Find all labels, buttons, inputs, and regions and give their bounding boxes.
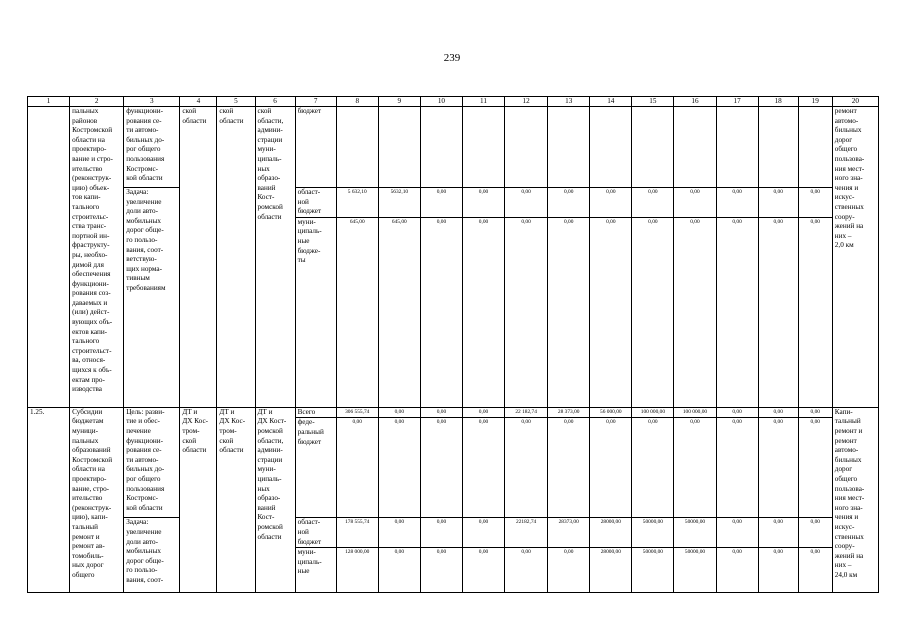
funding-source: област- ной бюджет [295,518,336,548]
amount-cell: 0,00 [548,188,590,218]
header-cell: 15 [632,97,674,107]
amount-cell: 0,00 [420,188,462,218]
table-row [28,407,879,418]
amount-cell: 0,00 [462,418,504,518]
amount-cell: 0,00 [505,548,548,593]
participant-cell: ской области, админи- страции муни- ципаль- ных образо- ваний Кост- ромской области [255,107,295,408]
amount-cell: 0,00 [462,217,504,407]
task-text: Задача: увеличение доли авто- мобильных дорог обще- го пользо- вания, соот- ветствую- щих норма- тивным требованиям [124,188,180,408]
amount-cell [590,107,632,188]
header-cell: 16 [674,97,716,107]
header-cell: 3 [124,97,180,107]
result-indicator: Капи- тальный ремонт и ремонт автомо- бильных дорог общего пользова- ния мест- ного зна- чения и искус- ственных соору- жений на них – 24,0 км [832,407,878,592]
amount-cell: 50000,00 [674,548,716,593]
amount-cell: 28000,00 [590,548,632,593]
amount-cell [798,107,832,188]
header-cell: 4 [180,97,217,107]
amount-cell: 0,00 [716,548,758,593]
executor-cell: ДТ и ДХ Кос- тром- ской области [180,407,217,592]
goal-text: Цель: разви- тие и обес- печение функциони- рования се- ти автомо- бильных до- рог общего пользования Костромс- кой области [124,407,180,518]
amount-cell: 100 000,00 [674,407,716,418]
participant-cell: ДТ и ДХ Кост- ромской области, админи- страции муни- ципаль- ных образо- ваний Кост- ромской области [255,407,295,592]
amount-cell: 0,00 [674,418,716,518]
amount-cell: 0,00 [632,418,674,518]
task-text: Задача: увеличение доли авто- мобильных дорог обще- го пользо- вания, соот- [124,518,180,593]
funding-source: муни- ципаль- ные [295,548,336,593]
amount-cell [505,107,548,188]
item-number: 1.25. [28,407,70,592]
amount-cell [632,107,674,188]
header-cell: 5 [217,97,255,107]
amount-cell: 0,00 [590,188,632,218]
amount-cell: 0,00 [758,418,798,518]
amount-cell: 0,00 [420,407,462,418]
amount-cell: 0,00 [798,518,832,548]
amount-cell: 0,00 [548,418,590,518]
amount-cell: 0,00 [420,418,462,518]
program-table [27,96,879,593]
amount-cell [716,107,758,188]
amount-cell: 0,00 [632,217,674,407]
funding-source: бюджет [295,107,336,188]
amount-cell [674,107,716,188]
header-cell: 14 [590,97,632,107]
header-cell: 13 [548,97,590,107]
amount-cell: 50000,00 [632,518,674,548]
funding-source: Всего [295,407,336,418]
amount-cell: 0,00 [716,217,758,407]
coexecutor-cell: ской области [217,107,255,408]
amount-cell [462,107,504,188]
amount-cell: 0,00 [716,407,758,418]
amount-cell: 22182,74 [505,518,548,548]
amount-cell: 0,00 [462,407,504,418]
amount-cell: 28000,00 [590,518,632,548]
header-cell: 9 [378,97,420,107]
amount-cell: 306 555,74 [336,407,378,418]
amount-cell: 0,00 [462,548,504,593]
header-cell: 2 [70,97,124,107]
amount-cell: 0,00 [798,407,832,418]
amount-cell: 0,00 [798,418,832,518]
amount-cell: 178 555,74 [336,518,378,548]
amount-cell: 0,00 [505,418,548,518]
amount-cell: 645,00 [336,217,378,407]
amount-cell: 0,00 [378,407,420,418]
amount-cell: 50000,00 [632,548,674,593]
amount-cell: 0,00 [505,188,548,218]
page-number: 239 [443,52,461,64]
amount-cell: 0,00 [758,548,798,593]
amount-cell: 0,00 [590,217,632,407]
amount-cell: 0,00 [378,518,420,548]
amount-cell: 0,00 [336,418,378,518]
amount-cell: 645,00 [378,217,420,407]
header-cell: 6 [255,97,295,107]
header-cell: 19 [798,97,832,107]
amount-cell: 0,00 [632,188,674,218]
coexecutor-cell: ДТ и ДХ Кос- тром- ской области [217,407,255,592]
amount-cell: 0,00 [548,217,590,407]
amount-cell: 0,00 [420,548,462,593]
result-indicator: ремонт автомо- бильных дорог общего пользова- ния мест- ного зна- чения и искус- ственных соору- жений на них – 2,0 км [832,107,878,408]
amount-cell: 0,00 [674,217,716,407]
amount-cell: 28 373,00 [548,407,590,418]
amount-cell [548,107,590,188]
amount-cell: 0,00 [548,548,590,593]
amount-cell: 100 000,00 [632,407,674,418]
amount-cell: 28373,00 [548,518,590,548]
amount-cell: 0,00 [420,518,462,548]
funding-source: област- ной бюджет [295,188,336,218]
amount-cell: 5 632,10 [336,188,378,218]
item-name: Субсидии бюджетам муници- пальных образований Костромской области на проектиро- вание, стро- ительство (реконструк- цию), капи- тальный ремонт и ремонт ав- томобиль- ных дорог общего [70,407,124,592]
amount-cell: 22 182,74 [505,407,548,418]
amount-cell: 0,00 [716,518,758,548]
header-cell: 18 [758,97,798,107]
amount-cell: 0,00 [420,217,462,407]
amount-cell: 5632,10 [378,188,420,218]
amount-cell: 0,00 [716,188,758,218]
table-row [28,188,879,218]
header-cell: 11 [462,97,504,107]
amount-cell [758,107,798,188]
amount-cell: 0,00 [798,188,832,218]
table-row [28,107,879,188]
header-cell: 8 [336,97,378,107]
amount-cell: 0,00 [758,188,798,218]
amount-cell: 0,00 [758,407,798,418]
amount-cell: 0,00 [798,548,832,593]
amount-cell: 0,00 [505,217,548,407]
amount-cell: 0,00 [798,217,832,407]
executor-cell: ской области [180,107,217,408]
item-number [28,107,70,408]
header-cell: 7 [295,97,336,107]
table-row [28,518,879,548]
funding-source: феде- ральный бюджет [295,418,336,518]
header-cell: 10 [420,97,462,107]
header-cell: 1 [28,97,70,107]
item-name: пальных районов Костромской области на проектиро- вание и стро- ительство (реконструк- цию) объек- тов капи- тального строительс- ства транс- портной ин- фраструкту- ры, необхо- димой для обеспечения функциони- рования соз- даваемых и (или) дейст- вующих объ- ектов капи- тального строительст- ва, относя- щихся к объ- ектам про- изводства [70,107,124,408]
header-cell: 17 [716,97,758,107]
amount-cell: 0,00 [758,518,798,548]
amount-cell: 0,00 [462,188,504,218]
goal-text: функциони- рования се- ти автомо- бильных до- рог общего пользования Костромс- кой области [124,107,180,188]
funding-source: муни- ципаль- ные бюдже- ты [295,217,336,407]
amount-cell [336,107,378,188]
header-cell: 20 [832,97,878,107]
header-cell: 12 [505,97,548,107]
amount-cell: 50000,00 [674,518,716,548]
amount-cell [420,107,462,188]
amount-cell: 128 000,00 [336,548,378,593]
amount-cell: 0,00 [758,217,798,407]
amount-cell: 0,00 [378,418,420,518]
amount-cell: 0,00 [590,418,632,518]
amount-cell: 0,00 [378,548,420,593]
amount-cell: 0,00 [716,418,758,518]
header-row [28,97,879,107]
amount-cell: 0,00 [674,188,716,218]
amount-cell: 0,00 [462,518,504,548]
amount-cell [378,107,420,188]
amount-cell: 56 000,00 [590,407,632,418]
